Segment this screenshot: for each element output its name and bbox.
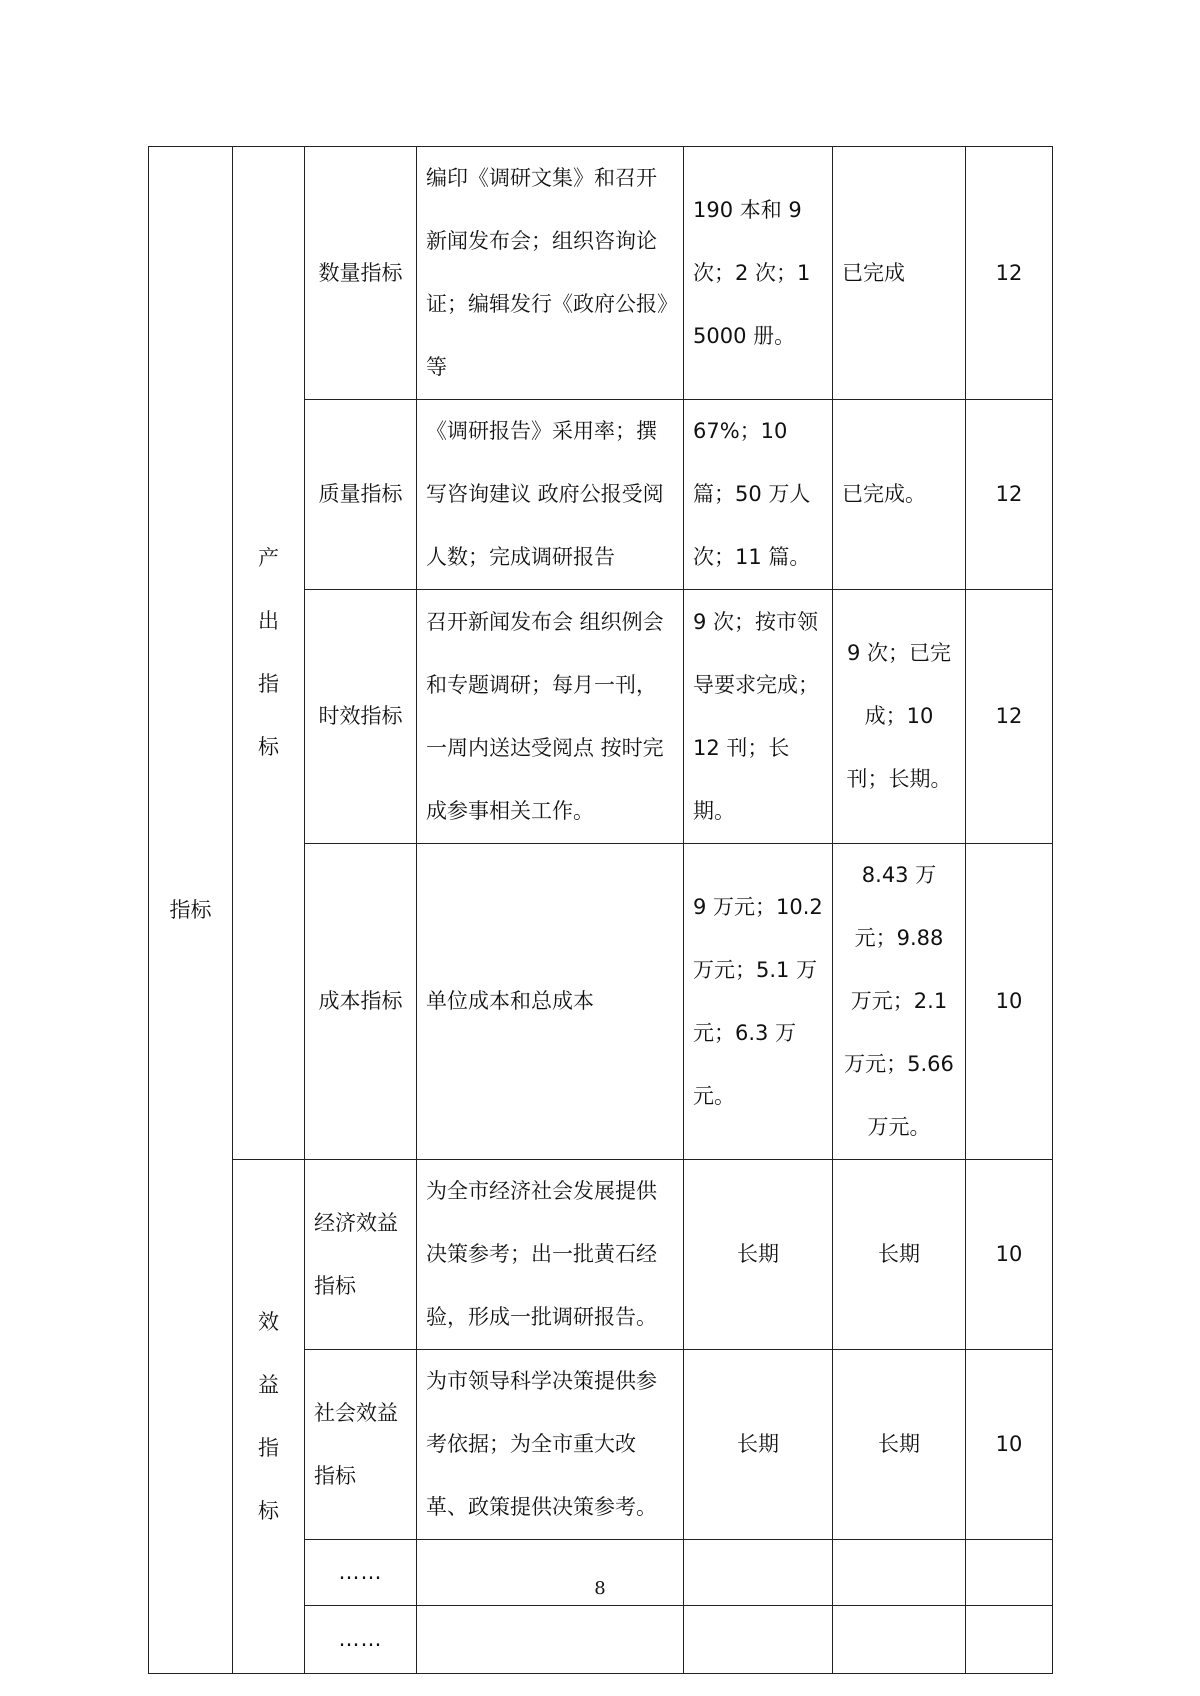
indicator-content xyxy=(417,1606,684,1674)
target-value: 190 本和 9 次；2 次；15000 册。 xyxy=(684,147,833,400)
table-row xyxy=(149,1160,1053,1350)
score-value: 10 xyxy=(966,1350,1053,1540)
target-value: 67%；10 篇；50 万人次；11 篇。 xyxy=(684,400,833,590)
score-value: 12 xyxy=(966,590,1053,844)
score-value xyxy=(966,1606,1053,1674)
target-value xyxy=(684,1606,833,1674)
indicator-content: 编印《调研文集》和召开新闻发布会；组织咨询论证；编辑发行《政府公报》等 xyxy=(417,147,684,400)
table-row xyxy=(149,147,1053,400)
actual-value: 已完成。 xyxy=(833,400,966,590)
target-value: 长期 xyxy=(684,1160,833,1350)
score-value: 10 xyxy=(966,844,1053,1160)
indicator-name: 社会效益指标 xyxy=(305,1350,417,1540)
indicator-name: …… xyxy=(305,1606,417,1674)
actual-value: 8.43 万元；9.88 万元；2.1 万元；5.66 万元。 xyxy=(833,844,966,1160)
indicator-content: 召开新闻发布会 组织例会和专题调研；每月一刊，一周内送达受阅点 按时完成参事相关工作。 xyxy=(417,590,684,844)
indicator-name: 质量指标 xyxy=(305,400,417,590)
level2-label: 效益指标 xyxy=(258,1309,279,1523)
page-number: 8 xyxy=(594,1578,606,1599)
level2-output-cell xyxy=(233,147,305,1160)
indicator-name: 时效指标 xyxy=(305,590,417,844)
actual-value: 已完成 xyxy=(833,147,966,400)
target-value: 9 次；按市领导要求完成；12 刊；长期。 xyxy=(684,590,833,844)
level1-label: 指标 xyxy=(169,897,212,922)
indicator-name: 数量指标 xyxy=(305,147,417,400)
actual-value: 9 次；已完成；10 刊；长期。 xyxy=(833,590,966,844)
actual-value: 长期 xyxy=(833,1350,966,1540)
target-value: 长期 xyxy=(684,1350,833,1540)
score-value: 12 xyxy=(966,147,1053,400)
level2-label: 产出指标 xyxy=(258,546,279,759)
indicator-content: 《调研报告》采用率；撰写咨询建议 政府公报受阅人数；完成调研报告 xyxy=(417,400,684,590)
indicator-name: 经济效益指标 xyxy=(305,1160,417,1350)
indicator-name: …… xyxy=(305,1540,417,1606)
indicator-name: 成本指标 xyxy=(305,844,417,1160)
indicator-content: 为市领导科学决策提供参考依据；为全市重大改革、政策提供决策参考。 xyxy=(417,1350,684,1540)
indicator-content: 为全市经济社会发展提供决策参考；出一批黄石经验，形成一批调研报告。 xyxy=(417,1160,684,1350)
score-value: 10 xyxy=(966,1160,1053,1350)
actual-value: 长期 xyxy=(833,1160,966,1350)
score-value: 12 xyxy=(966,400,1053,590)
level1-indicator-cell xyxy=(149,147,233,1674)
target-value: 9 万元；10.2 万元；5.1 万元；6.3 万元。 xyxy=(684,844,833,1160)
indicator-content: 单位成本和总成本 xyxy=(417,844,684,1160)
actual-value xyxy=(833,1606,966,1674)
performance-indicator-table xyxy=(148,146,1053,1674)
